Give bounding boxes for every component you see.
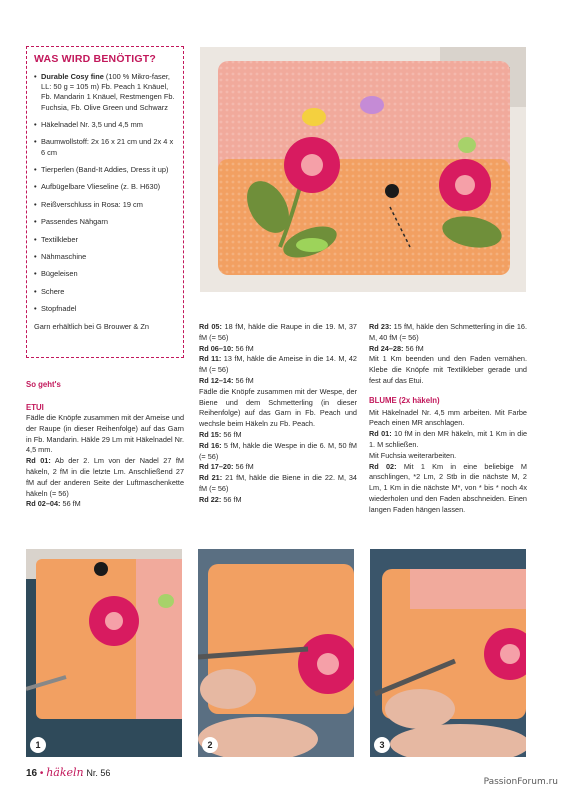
materials-list	[34, 72, 176, 314]
instruction-text: Mit 1 Km in eine beliebige M anschlingen, *2 Lm, 2 Stb in die nächste M, 2 Lm, 1 Km in die nächste M*, von * bis * noch 4x wiederholen und den Faden abschneiden. Einen langen Faden hängen lassen.	[369, 461, 527, 514]
section-so-gehts: So geht's	[26, 380, 61, 389]
material-item	[34, 269, 176, 279]
round-label: Rd 11:	[199, 354, 222, 364]
page-footer	[26, 766, 110, 779]
instruction-text: Ab der 2. Lm von der Nadel 27 fM häkeln, 2 fM in die letzte Lm. Anschließend 27 fM auf der anderen Seite der Luftmaschenkette häkeln (= 56)	[26, 456, 184, 498]
round-label: Rd 16:	[199, 440, 222, 450]
instruction-row	[26, 499, 184, 510]
round-label: Rd 05:	[199, 322, 222, 331]
instruction-row	[199, 441, 357, 463]
issue-number: Nr. 56	[86, 768, 111, 778]
instructions-column-3	[369, 322, 527, 516]
instruction-row	[369, 322, 527, 344]
step-photo-2-illustration	[198, 549, 354, 757]
instruction-row	[199, 344, 357, 355]
instruction-row	[369, 429, 527, 451]
magazine-name: häkeln	[46, 766, 84, 779]
yarn-availability: Garn erhältlich bei G Brouwer & Zn	[34, 321, 150, 331]
material-item-text: Nähmaschine	[41, 251, 87, 261]
material-item-bold: Durable Cosy fine	[41, 72, 104, 81]
step-photo-2	[198, 549, 354, 757]
instruction-row	[199, 387, 357, 430]
instruction-text: 15 fM, häkle den Schmetterling in die 16. M, 40 fM (= 56)	[369, 322, 527, 342]
section-etui: ETUI	[26, 403, 44, 412]
instruction-row	[369, 462, 527, 516]
material-item	[34, 252, 176, 262]
material-item	[34, 165, 176, 175]
instruction-text: 56 fM	[403, 343, 424, 353]
material-item-text: Textilkleber	[41, 234, 78, 244]
instruction-row	[369, 408, 527, 430]
round-label: Rd 17–20:	[199, 462, 234, 472]
instruction-text: 56 fM	[233, 375, 254, 385]
instruction-row	[199, 430, 357, 441]
instruction-text: Mit 1 Km beenden und den Faden vernähen. Klebe die Knöpfe mit Textilkleber gerade und fest auf das Etui.	[369, 354, 527, 385]
round-label: Rd 02–04:	[26, 499, 61, 509]
watermark: PassionForum.ru	[483, 777, 558, 787]
instruction-row	[199, 473, 357, 495]
instruction-text: 13 fM, häkle die Ameise in die 14. M, 42 fM (= 56)	[199, 354, 357, 375]
instruction-text: 5 fM, häkle die Wespe in die 6. M, 50 fM (= 56)	[199, 440, 357, 461]
material-item	[34, 235, 176, 245]
section-blume: BLUME (2x häkeln)	[369, 395, 440, 405]
step-photo-3	[370, 549, 526, 757]
instruction-row	[26, 456, 184, 499]
instruction-text: Fädle die Knöpfe zusammen mit der Wespe, der Biene und dem Schmetterling (in dieser Reihenfolge) auf das Garn in Fb. Peach und wechsle beim Häkeln zu Fb. Peach.	[199, 386, 357, 429]
step-badge-3: 3	[374, 737, 390, 753]
instruction-row	[26, 413, 184, 456]
page-number: 16	[26, 768, 38, 779]
instruction-row	[369, 344, 527, 355]
instructions-column-1	[26, 413, 184, 510]
materials-title: WAS WIRD BENÖTIGT?	[34, 53, 157, 65]
material-item-text: Stopfnadel	[41, 304, 77, 314]
material-item-text: Schere	[41, 286, 65, 296]
material-item-text: Bügeleisen	[41, 269, 78, 279]
instruction-text: 10 fM in den MR häkeln, mit 1 Km in die 1. M schließen.	[369, 429, 527, 449]
round-label: Rd 22:	[199, 494, 222, 504]
instruction-text: 56 fM	[233, 343, 254, 353]
material-item-text: Aufbügelbare Vlieseline (z. B. H630)	[41, 182, 161, 192]
instruction-text: 56 fM	[221, 429, 242, 439]
step-photo-3-illustration	[370, 549, 526, 757]
material-item-text: Reißverschluss in Rosa: 19 cm	[41, 199, 143, 209]
material-item-text: Passendes Nähgarn	[41, 217, 108, 227]
instruction-text: 56 fM	[60, 499, 81, 509]
instruction-text: 56 fM	[221, 494, 242, 504]
material-item	[34, 137, 176, 157]
material-item-text: Baumwollstoff: 2x 16 x 21 cm und 2x 4 x 6 cm	[41, 137, 174, 157]
round-label: Rd 24–28:	[369, 343, 404, 353]
footer-bullet: •	[39, 768, 44, 779]
material-item	[34, 217, 176, 227]
instruction-row	[369, 354, 527, 386]
round-label: Rd 21:	[199, 473, 223, 483]
instruction-text: Fädle die Knöpfe zusammen mit der Ameise und der Raupe (in dieser Reihenfolge) auf das Garn in Fb. Mandarin. Häkle 29 Lm mit Häkelnadel Nr. 4,5 mm.	[26, 413, 184, 455]
instruction-row	[199, 322, 357, 344]
instruction-text: Mit Fuchsia weiterarbeiten.	[369, 450, 457, 460]
material-item	[34, 200, 176, 210]
instruction-row	[369, 451, 527, 462]
material-item	[34, 287, 176, 297]
material-item-text: (100 % Mikro-faser, LL: 50 g = 105 m) Fb. Peach 1 Knäuel, Fb. Mandarin 1 Knäuel, Restmengen Fb. Fuchsia, Fb. Olive Green und Schwarz	[41, 72, 175, 112]
round-label: Rd 23:	[369, 322, 392, 331]
main-photo-pouch	[200, 47, 526, 292]
material-item-text: Tierperlen (Band-It Addies, Dress it up)	[41, 164, 169, 174]
round-label: Rd 01:	[369, 429, 392, 439]
pouch-illustration	[200, 47, 526, 292]
material-item	[34, 120, 176, 130]
instruction-row	[199, 495, 357, 506]
instruction-row	[199, 462, 357, 473]
instruction-row	[199, 376, 357, 387]
material-item	[34, 72, 176, 113]
instruction-text: Mit Häkelnadel Nr. 4,5 mm arbeiten. Mit Farbe Peach einen MR anschlagen.	[369, 407, 527, 428]
material-item	[34, 182, 176, 192]
step-badge-2: 2	[202, 737, 218, 753]
step-badge-1: 1	[30, 737, 46, 753]
round-label: Rd 06–10:	[199, 343, 234, 353]
round-label: Rd 12–14:	[199, 375, 234, 385]
material-item-text: Häkelnadel Nr. 3,5 und 4,5 mm	[41, 120, 143, 129]
round-label: Rd 15:	[199, 429, 222, 439]
round-label: Rd 02:	[369, 461, 397, 471]
step-photo-1-illustration	[26, 549, 182, 757]
round-label: Rd 01:	[26, 456, 51, 466]
instructions-column-2	[199, 322, 357, 506]
step-photo-1	[26, 549, 182, 757]
instruction-text: 21 fM, häkle die Biene in die 22. M, 34 fM (= 56)	[199, 473, 357, 493]
instruction-row	[199, 354, 357, 376]
materials-box	[26, 46, 184, 358]
instruction-text: 56 fM	[233, 462, 254, 472]
material-item	[34, 304, 176, 314]
instruction-text: 18 fM, häkle die Raupe in die 19. M, 37 fM (= 56)	[199, 322, 357, 342]
